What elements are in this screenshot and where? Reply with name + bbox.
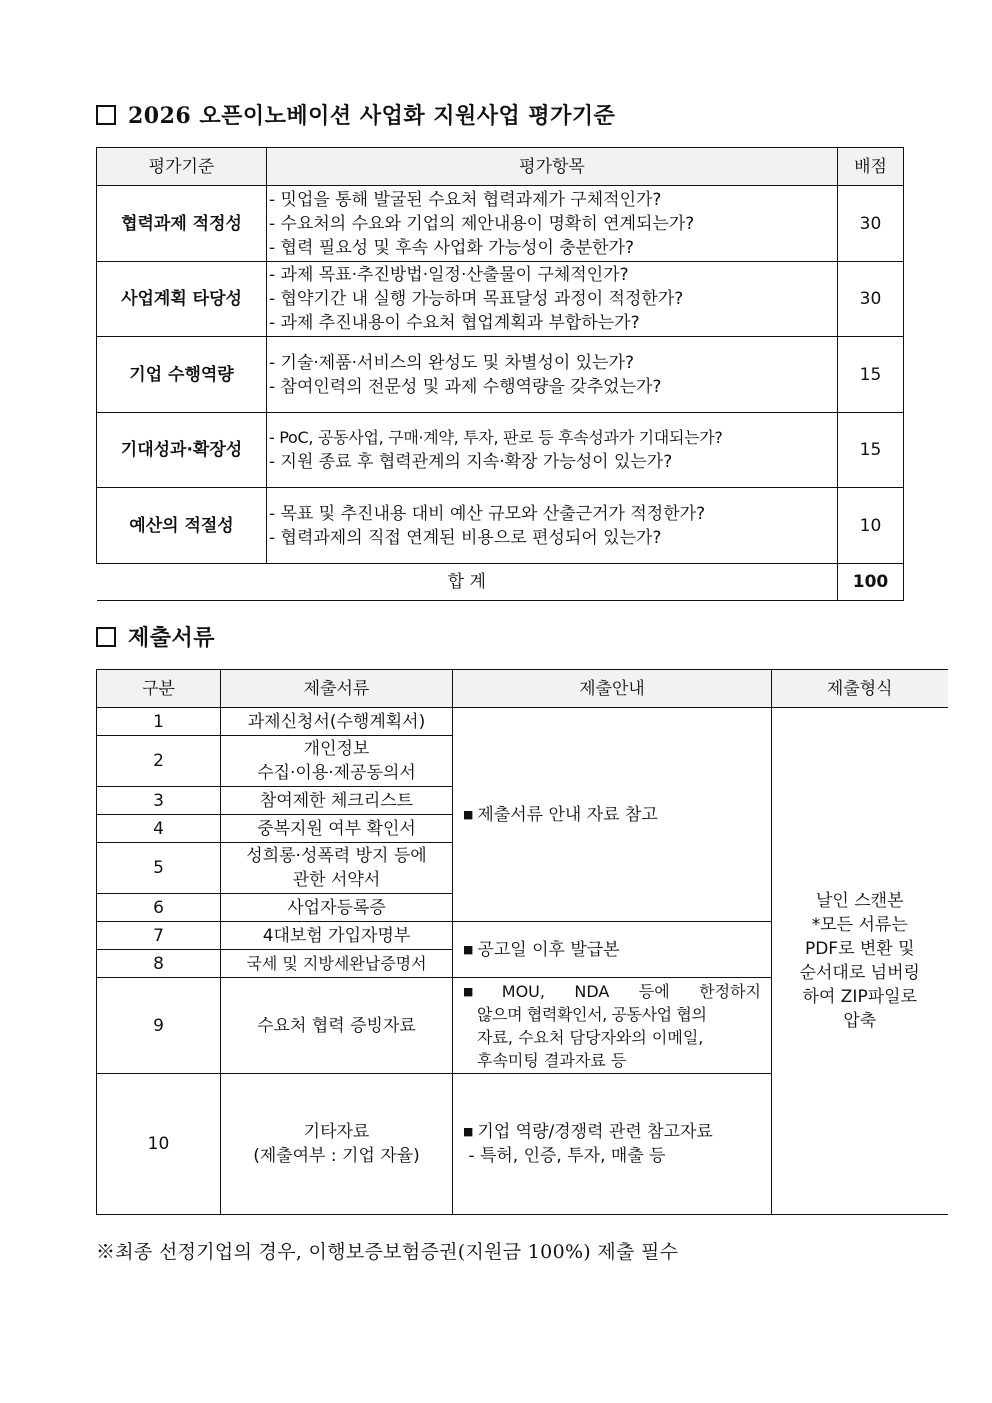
doc-name: [221, 843, 453, 894]
doc-name-line: (제출여부 : 기업 자율): [253, 1146, 420, 1166]
doc-no: 1: [97, 708, 221, 736]
doc-no: 4: [97, 815, 221, 843]
table-row: [97, 262, 904, 337]
format-line: 날인 스캔본: [815, 891, 904, 911]
score-cell: 10: [838, 488, 904, 564]
doc-no: 10: [97, 1074, 221, 1215]
table-row: [97, 488, 904, 564]
doc-name: [221, 815, 453, 843]
item-line: - 밋업을 통해 발굴된 수요처 협력과제가 구체적인가?: [269, 189, 662, 210]
header-no: 구분: [97, 670, 221, 708]
item-line: - PoC, 공동사업, 구매·계약, 투자, 판로 등 후속성과가 기대되는가?: [269, 428, 723, 447]
table-row: [97, 413, 904, 488]
guide-text: 제출서류 안내 자료 참고: [477, 804, 658, 825]
doc-name: [221, 922, 453, 950]
items-cell: [267, 337, 838, 413]
total-label: 합 계: [97, 564, 838, 601]
doc-name-line: 참여제한 체크리스트: [259, 790, 414, 811]
doc-name-line: 중복지원 여부 확인서: [257, 818, 416, 839]
header-score: 배점: [838, 148, 904, 186]
footnote: ※최종 선정기업의 경우, 이행보증보험증권(지원금 100%) 제출 필수: [96, 1241, 679, 1263]
item-line: - 수요처의 수요와 기업의 제안내용이 명확히 연계되는가?: [269, 213, 695, 234]
item-line: - 지원 종료 후 협력관계의 지속·확장 가능성이 있는가?: [269, 452, 673, 472]
guide-text: 공고일 이후 발급본: [477, 939, 620, 960]
guide-cell: [453, 978, 772, 1074]
doc-name: [221, 708, 453, 736]
square-bullet-icon: ■: [463, 942, 474, 956]
doc-no: 9: [97, 978, 221, 1074]
doc-no: 6: [97, 894, 221, 922]
score-cell: 15: [838, 337, 904, 413]
items-cell: [267, 186, 838, 262]
square-bullet-icon: ■: [463, 1125, 474, 1138]
criteria-cell: 협력과제 적정성: [97, 186, 267, 262]
doc-name-line: 수집·이용·제공동의서: [257, 763, 416, 783]
doc-name-line: 국세 및 지방세완납증명서: [246, 953, 427, 973]
evaluation-table: [96, 147, 904, 601]
items-cell: [267, 488, 838, 564]
doc-name: [221, 736, 453, 787]
section1-heading: [96, 99, 615, 130]
doc-name-line: 4대보험 가입자명부: [262, 925, 411, 946]
square-bullet-icon: ■: [463, 984, 498, 998]
guide-cell: [453, 922, 772, 978]
item-line: - 과제 목표·추진방법·일정·산출물이 구체적인가?: [269, 265, 629, 285]
checkbox-square-icon: [96, 105, 116, 125]
guide-cell: [453, 708, 772, 922]
score-cell: 15: [838, 413, 904, 488]
square-bullet-icon: ■: [463, 807, 474, 821]
item-line: - 협약기간 내 실행 가능하며 목표달성 과정이 적정한가?: [269, 289, 684, 309]
guide-line: [463, 980, 761, 1003]
doc-name-line: 과제신청서(수행계획서): [247, 711, 426, 732]
items-cell: [267, 413, 838, 488]
item-line: - 기술·제품·서비스의 완성도 및 차별성이 있는가?: [269, 352, 635, 373]
doc-name: [221, 950, 453, 978]
doc-name-line: 성희롱·성폭력 방지 등에: [246, 846, 427, 866]
total-score: 100: [838, 564, 904, 601]
checkbox-square-icon: [96, 627, 116, 647]
format-cell: [772, 708, 948, 1215]
criteria-cell: 기대성과·확장성: [97, 413, 267, 488]
section1-title: 2026 오픈이노베이션 사업화 지원사업 평가기준: [128, 103, 616, 129]
doc-no: 2: [97, 736, 221, 787]
doc-name: [221, 978, 453, 1074]
guide-text: MOU, NDA 등에 한정하지: [501, 981, 761, 1001]
documents-table: [96, 669, 948, 1215]
guide-line: 않으며 협력확인서, 공동사업 협의: [477, 1004, 707, 1024]
table-row: [97, 186, 904, 262]
section2-title: 제출서류: [128, 625, 216, 651]
header-guide: 제출안내: [453, 670, 772, 708]
doc-no: 3: [97, 787, 221, 815]
format-line: *모든 서류는: [811, 915, 908, 935]
doc-name: [221, 787, 453, 815]
doc-name-line: 기타자료: [303, 1122, 370, 1142]
doc-name: [221, 1074, 453, 1215]
item-line: - 과제 추진내용이 수요처 협업계획과 부합하는가?: [269, 313, 640, 333]
guide-line: [463, 1120, 763, 1144]
format-line: 순서대로 넘버링: [799, 963, 920, 983]
doc-no: 7: [97, 922, 221, 950]
doc-name: [221, 894, 453, 922]
format-line: 압축: [843, 1011, 877, 1031]
item-line: - 협력과제의 직접 연계된 비용으로 편성되어 있는가?: [269, 527, 662, 548]
format-line: PDF로 변환 및: [804, 939, 915, 959]
criteria-cell: 기업 수행역량: [97, 337, 267, 413]
table-row: [97, 337, 904, 413]
guide-line: - 특허, 인증, 투자, 매출 등: [463, 1146, 666, 1166]
total-row: [97, 564, 904, 601]
score-cell: 30: [838, 262, 904, 337]
item-line: - 참여인력의 전문성 및 과제 수행역량을 갖추었는가?: [269, 376, 662, 397]
header-format: 제출형식: [772, 670, 948, 708]
guide-line: 후속미팅 결과자료 등: [477, 1050, 627, 1070]
header-doc: 제출서류: [221, 670, 453, 708]
guide-line: 자료, 수요처 담당자와의 이메일,: [477, 1027, 704, 1047]
doc-no: 8: [97, 950, 221, 978]
score-cell: 30: [838, 186, 904, 262]
doc-name-line: 개인정보: [303, 739, 370, 759]
doc-name-line: 사업자등록증: [287, 897, 386, 918]
guide-cell: [453, 1074, 772, 1215]
criteria-cell: 사업계획 타당성: [97, 262, 267, 337]
guide-text: 기업 역량/경쟁력 관련 참고자료: [477, 1122, 713, 1142]
doc-no: 5: [97, 843, 221, 894]
header-items: 평가항목: [267, 148, 838, 186]
table-row: [97, 708, 948, 736]
item-line: - 협력 필요성 및 후속 사업화 가능성이 충분한가?: [269, 237, 635, 258]
section2-heading: [96, 621, 215, 652]
doc-name-line: 수요처 협력 증빙자료: [257, 1015, 416, 1036]
header-criteria: 평가기준: [97, 148, 267, 186]
item-line: - 목표 및 추진내용 대비 예산 규모와 산출근거가 적정한가?: [269, 503, 706, 524]
criteria-cell: 예산의 적절성: [97, 488, 267, 564]
format-line: 하여 ZIP파일로: [802, 987, 917, 1007]
items-cell: [267, 262, 838, 337]
doc-name-line: 관한 서약서: [292, 870, 381, 890]
